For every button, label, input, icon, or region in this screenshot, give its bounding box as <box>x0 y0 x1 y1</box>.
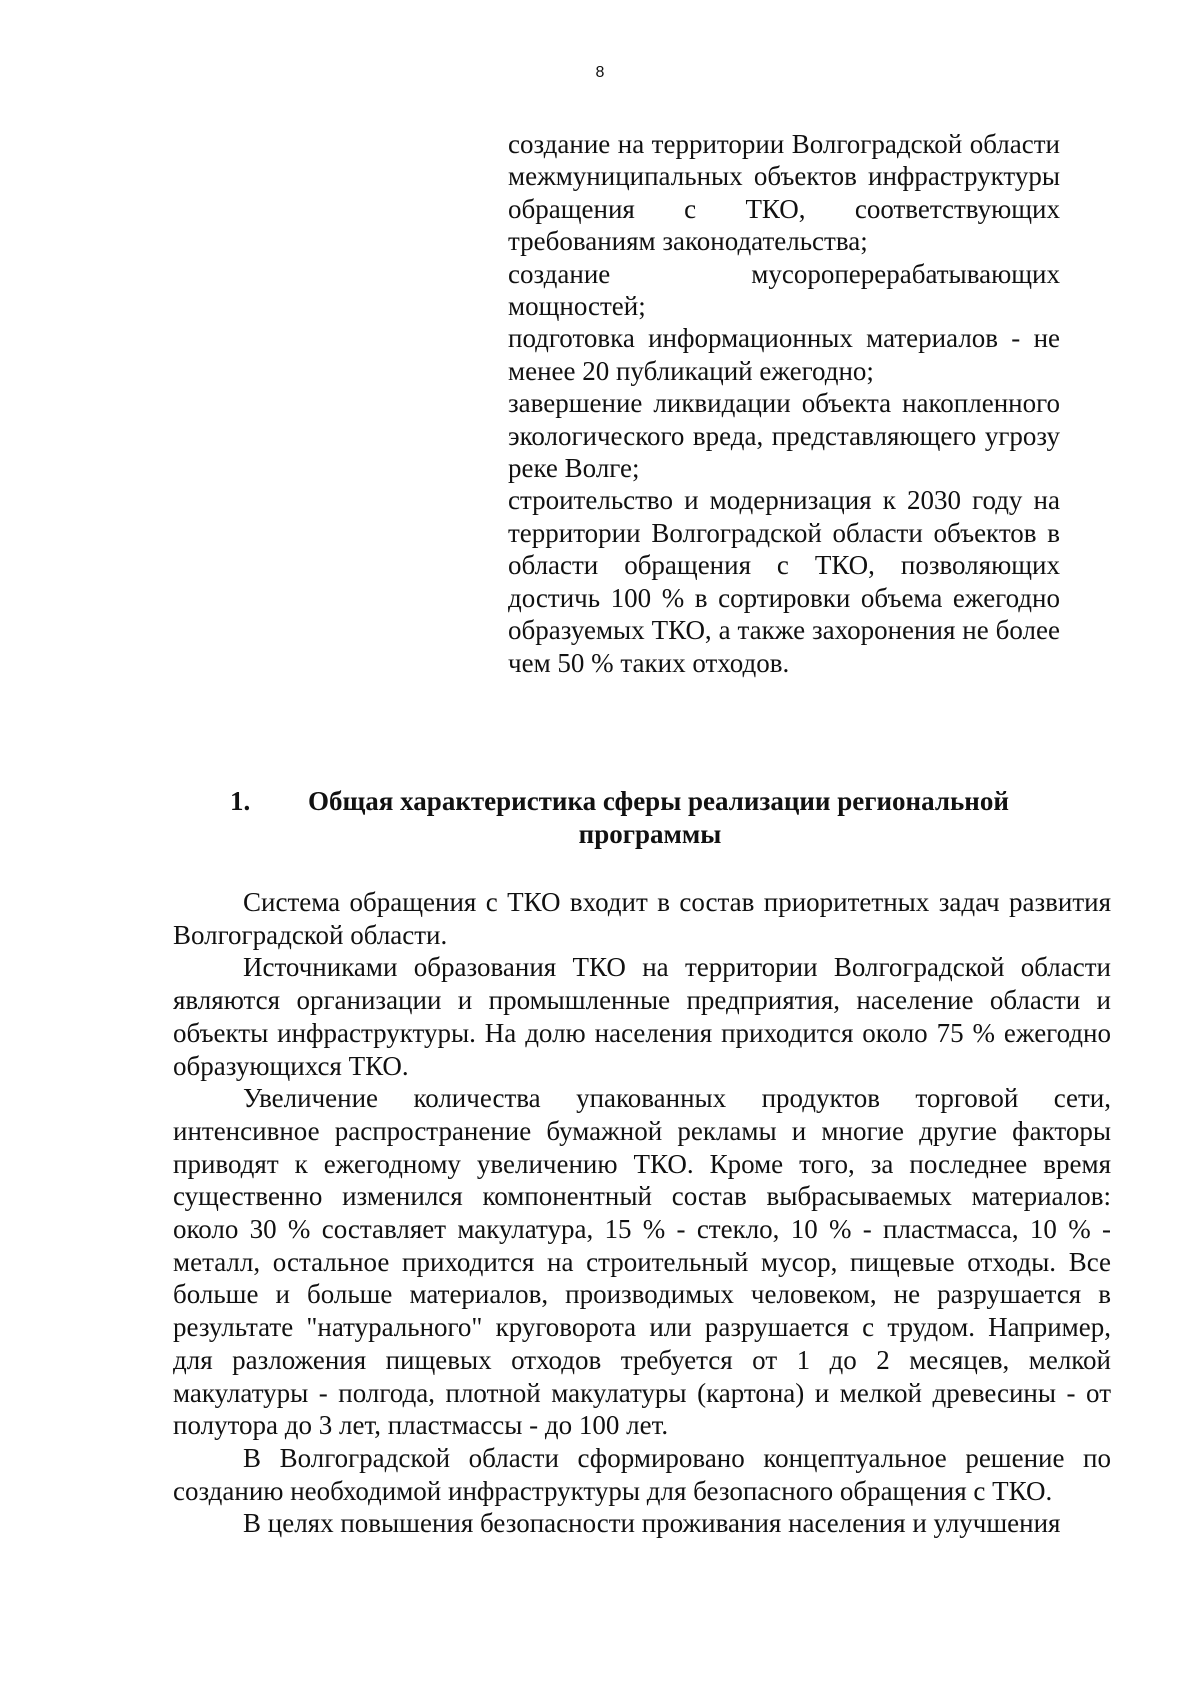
body-paragraph: Система обращения с ТКО входит в состав приоритетных задач развития Волгоградской области. <box>173 887 1111 950</box>
goal-item: создание мусороперерабатывающих мощностей; <box>508 258 1060 322</box>
section-title-line2: программы <box>578 819 722 849</box>
page-number: 8 <box>595 64 605 81</box>
goal-item: строительство и модернизация к 2030 году на территории Волгоградской области объектов в области обращения с ТКО, позволяющих достичь 100 % в сортировки объема ежегодно образуемых ТКО, а также захоронения не более чем 50 % таких отходов. <box>508 485 1060 678</box>
goal-item: подготовка информационных материалов - не менее 20 публикаций ежегодно; <box>508 323 1060 386</box>
goals-list <box>508 128 1060 679</box>
section-body <box>173 886 1111 1540</box>
body-paragraph: В Волгоградской области сформировано концептуальное решение по созданию необходимой инфраструктуры для безопасного обращения с ТКО. <box>173 1442 1111 1506</box>
goal-item: завершение ликвидации объекта накопленного экологического вреда, представляющего угрозу реке Волге; <box>508 388 1060 484</box>
body-paragraph: В целях повышения безопасности проживания населения и улучшения <box>243 1508 1061 1539</box>
body-paragraph: Увеличение количества упакованных продуктов торговой сети, интенсивное распространение бумажной рекламы и многие другие факторы приводят к ежегодному увеличению ТКО. Кроме того, за последнее время существенно изменился компонентный состав выбрасываемых материалов: около 30 % составляет макулатура, 15 % - стекло, 10 % - пластмасса, 10 % - металл, остальное приходится на строительный мусор, пищевые отходы. Все больше и больше материалов, производимых человеком, не разрушается в результате "натурального" круговорота или разрушается с трудом. Например, для разложения пищевых отходов требуется от 1 до 2 месяцев, мелкой макулатуры - полгода, плотной макулатуры (картона) и мелкой древесины - от полутора до 3 лет, пластмассы - до 100 лет. <box>173 1083 1111 1441</box>
section-heading <box>230 785 1050 851</box>
goal-item: создание на территории Волгоградской области межмуниципальных объектов инфраструктуры обращения с ТКО, соответствующих требованиям законодательства; <box>508 129 1060 257</box>
section-title-line1: Общая характеристика сферы реализации региональной <box>308 786 1009 816</box>
body-paragraph: Источниками образования ТКО на территории Волгоградской области являются организации и промышленные предприятия, население области и объекты инфраструктуры. На долю населения приходится около 75 % ежегодно образующихся ТКО. <box>173 952 1111 1081</box>
section-number: 1. <box>230 786 251 816</box>
